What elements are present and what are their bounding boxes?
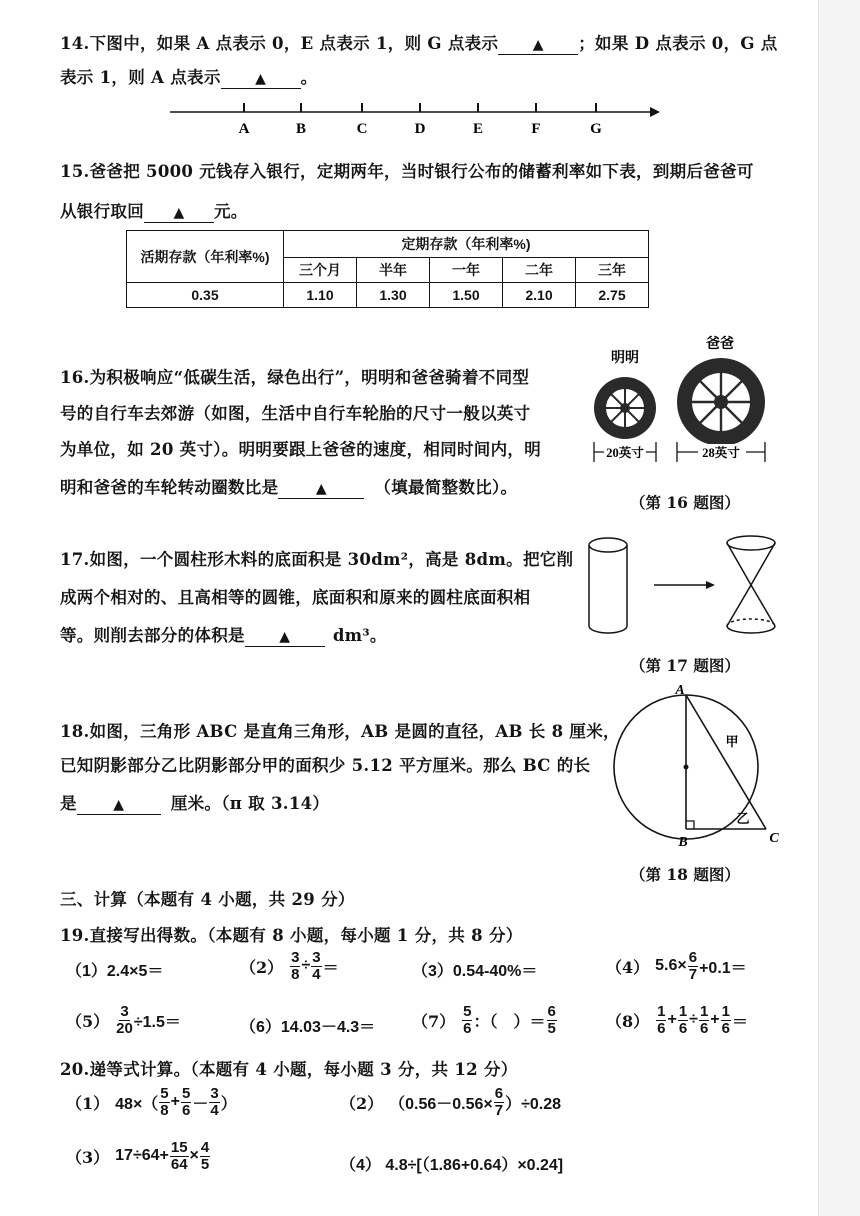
section-title: 三、计算（本题有 4 小题，共 29 分） bbox=[60, 890, 355, 909]
page-margin bbox=[818, 0, 860, 1216]
item-index: （2） bbox=[240, 957, 284, 977]
cylinder-cone-figure bbox=[584, 530, 804, 640]
point-label-a: A bbox=[238, 121, 250, 137]
q15-line2 bbox=[60, 198, 248, 223]
fraction bbox=[721, 1004, 731, 1037]
q15-text-a: 从银行取回 bbox=[60, 202, 144, 221]
item-index: （1） bbox=[66, 1093, 110, 1113]
number-line bbox=[160, 92, 680, 138]
numerator: 1 bbox=[657, 1003, 666, 1020]
q18-answer-blank[interactable]: ▲ bbox=[77, 796, 161, 815]
numerator: 5 bbox=[463, 1003, 472, 1020]
numerator: 6 bbox=[547, 1003, 556, 1020]
q19-exercise-6 bbox=[240, 1014, 375, 1037]
operator: － bbox=[192, 1095, 209, 1113]
numerator: 6 bbox=[688, 949, 698, 966]
q17-text-b: dm³。 bbox=[332, 626, 387, 645]
q18-text-b: 厘米。（π 取 3.14） bbox=[170, 794, 330, 813]
table-header-current: 活期存款（年利率%) bbox=[127, 231, 284, 283]
q19-e1: （1）2.4×5＝ bbox=[66, 963, 164, 980]
point-label-d: D bbox=[414, 121, 426, 137]
item-index: （4） bbox=[606, 957, 650, 977]
fraction bbox=[159, 1086, 169, 1119]
q20-exercise-2 bbox=[340, 1086, 561, 1119]
numerator: 5 bbox=[181, 1085, 191, 1102]
fraction bbox=[311, 950, 321, 983]
small-wheel-size: 20英寸 bbox=[606, 446, 644, 460]
table-subheader: 三个月 bbox=[284, 258, 357, 283]
q18-line3 bbox=[60, 790, 329, 815]
table-cell: 0.35 bbox=[127, 283, 284, 308]
q14-text-c: 表示 1，则 A 点表示 bbox=[60, 68, 221, 87]
denominator: 7 bbox=[494, 1101, 504, 1119]
fraction bbox=[209, 1086, 219, 1119]
item-index: （5） bbox=[66, 1011, 110, 1031]
expr-part: +0.1＝ bbox=[699, 959, 747, 977]
expr-part: 48×（ bbox=[115, 1095, 159, 1113]
denominator: 6 bbox=[657, 1019, 666, 1037]
point-label-c: C bbox=[356, 121, 368, 137]
numerator: 5 bbox=[160, 1085, 169, 1102]
operator: + bbox=[667, 1011, 677, 1029]
table-subheader: 半年 bbox=[357, 258, 430, 283]
q16-text-a: 明和爸爸的车轮转动圈数比是 bbox=[60, 478, 279, 497]
fraction bbox=[547, 1004, 557, 1037]
fraction bbox=[699, 1004, 709, 1037]
table-cell: 2.75 bbox=[576, 283, 649, 308]
table-cell: 2.10 bbox=[503, 283, 576, 308]
operator: + bbox=[710, 1011, 720, 1029]
q19-exercise-7 bbox=[412, 1004, 558, 1037]
fraction bbox=[462, 1004, 472, 1037]
point-label-f: F bbox=[531, 121, 541, 137]
operator: ÷ bbox=[301, 957, 311, 975]
denominator: 7 bbox=[688, 965, 698, 983]
fraction bbox=[494, 1086, 504, 1119]
denominator: 6 bbox=[678, 1019, 688, 1037]
expr-part: ）÷0.28 bbox=[505, 1095, 562, 1113]
double-cone-icon bbox=[727, 536, 775, 633]
q14-answer-blank-1[interactable]: ▲ bbox=[498, 36, 578, 55]
item-index: （3） bbox=[66, 1147, 110, 1167]
expr-part: ） bbox=[220, 1095, 237, 1113]
q17-text-a: 等。则削去部分的体积是 bbox=[60, 626, 245, 645]
expr-part: ：（ ）＝ bbox=[473, 1013, 546, 1031]
region-yi-label: 乙 bbox=[736, 811, 750, 826]
q14-text-d: 。 bbox=[300, 68, 318, 87]
numerator: 1 bbox=[699, 1003, 709, 1020]
denominator: 64 bbox=[170, 1155, 188, 1173]
large-wheel-size: 28英寸 bbox=[702, 446, 740, 460]
item-index: （2） bbox=[340, 1093, 384, 1113]
small-wheel-icon bbox=[594, 377, 656, 439]
q16-line3: 为单位，如 20 英寸）。明明要跟上爸爸的速度，相同时间内，明 bbox=[60, 440, 541, 459]
denominator: 6 bbox=[181, 1101, 191, 1119]
q18-line2: 已知阴影部分乙比阴影部分甲的面积少 5.12 平方厘米。那么 BC 的长 bbox=[60, 756, 591, 775]
numerator: 15 bbox=[170, 1139, 188, 1156]
q20-title: 20.递等式计算。（本题有 4 小题，每小题 3 分，共 12 分） bbox=[60, 1060, 518, 1079]
q19-title: 19.直接写出得数。（本题有 8 小题，每小题 1 分，共 8 分） bbox=[60, 926, 523, 945]
q14-line1 bbox=[60, 30, 778, 55]
denominator: 4 bbox=[210, 1101, 219, 1119]
denominator: 5 bbox=[547, 1019, 556, 1037]
q16-line4 bbox=[60, 474, 517, 499]
denominator: 8 bbox=[291, 965, 300, 983]
fraction bbox=[181, 1086, 191, 1119]
numerator: 6 bbox=[494, 1085, 504, 1102]
fraction bbox=[200, 1140, 210, 1173]
expr-part: （0.56－0.56× bbox=[389, 1095, 493, 1113]
point-label-e: E bbox=[472, 121, 484, 137]
q14-answer-blank-2[interactable]: ▲ bbox=[221, 70, 301, 89]
q20-e4: （4） 4.8÷[（1.86+0.64）×0.24] bbox=[340, 1157, 564, 1174]
q17-line1: 17.如图，一个圆柱形木料的底面积是 30dm²，高是 8dm。把它削 bbox=[60, 550, 574, 569]
q18-caption: （第 18 题图） bbox=[630, 865, 740, 884]
q20-exercise-1 bbox=[66, 1086, 237, 1119]
circle-triangle-figure bbox=[610, 682, 800, 852]
table-cell: 1.30 bbox=[357, 283, 430, 308]
q14-text-b: ；如果 D 点表示 0，G 点 bbox=[578, 34, 778, 53]
q19-exercise-4 bbox=[606, 950, 747, 983]
mingming-label: 明明 bbox=[611, 351, 639, 366]
q19-e3: （3）0.54-40%＝ bbox=[412, 963, 538, 980]
numerator: 3 bbox=[210, 1085, 219, 1102]
denominator: 6 bbox=[463, 1019, 472, 1037]
q16-text-b: （填最简整数比）。 bbox=[374, 478, 518, 497]
arrow-right-icon bbox=[706, 581, 715, 589]
q20-exercise-4 bbox=[340, 1152, 563, 1175]
q15-answer-blank[interactable]: ▲ bbox=[144, 204, 214, 223]
operator: ÷ bbox=[689, 1011, 698, 1029]
fraction bbox=[116, 1004, 133, 1037]
q19-e6: （6）14.03－4.3＝ bbox=[240, 1019, 376, 1036]
baba-label: 爸爸 bbox=[706, 337, 734, 352]
denominator: 4 bbox=[312, 965, 321, 983]
q16-answer-blank[interactable]: ▲ bbox=[278, 480, 364, 499]
q20-exercise-3 bbox=[66, 1140, 211, 1173]
denominator: 20 bbox=[116, 1019, 133, 1037]
operator: × bbox=[189, 1147, 199, 1165]
arrow-right-icon bbox=[650, 107, 660, 117]
numerator: 1 bbox=[678, 1003, 688, 1020]
numerator: 3 bbox=[312, 949, 321, 966]
expr-part: ÷1.5＝ bbox=[133, 1013, 181, 1031]
q19-exercise-3 bbox=[412, 958, 537, 981]
q17-line2: 成两个相对的、且高相等的圆锥，底面积和原来的圆柱底面积相 bbox=[60, 588, 531, 607]
q16-line1: 16.为积极响应“低碳生活，绿色出行”，明明和爸爸骑着不同型 bbox=[60, 368, 530, 387]
table-cell: 1.10 bbox=[284, 283, 357, 308]
cylinder-icon bbox=[589, 538, 627, 633]
numerator: 3 bbox=[120, 1003, 129, 1020]
table-header-fixed: 定期存款（年利率%) bbox=[284, 231, 649, 258]
item-index: （7） bbox=[412, 1011, 456, 1031]
fraction bbox=[170, 1140, 189, 1173]
q15-line1: 15.爸爸把 5000 元钱存入银行，定期两年，当时银行公布的储蓄利率如下表，到期后爸爸可 bbox=[60, 162, 754, 181]
table-subheader: 二年 bbox=[503, 258, 576, 283]
q14-text-a: 14.下图中，如果 A 点表示 0，E 点表示 1，则 G 点表示 bbox=[60, 34, 499, 53]
fraction bbox=[656, 1004, 666, 1037]
denominator: 8 bbox=[160, 1101, 169, 1119]
fraction bbox=[688, 950, 698, 983]
numerator: 3 bbox=[291, 949, 300, 966]
q19-exercise-8 bbox=[606, 1004, 748, 1037]
vertex-c-label: C bbox=[769, 831, 779, 846]
table-subheader: 三年 bbox=[576, 258, 649, 283]
fraction bbox=[678, 1004, 688, 1037]
q14-line2 bbox=[60, 64, 317, 89]
large-wheel-icon bbox=[677, 358, 765, 446]
q17-line3 bbox=[60, 622, 387, 647]
expr-part: 17÷64+ bbox=[115, 1147, 169, 1165]
point-label-b: B bbox=[295, 121, 307, 137]
item-index: （8） bbox=[606, 1011, 650, 1031]
q18-line1: 18.如图，三角形 ABC 是直角三角形，AB 是圆的直径，AB 长 8 厘米， bbox=[60, 722, 620, 741]
numerator: 4 bbox=[200, 1139, 210, 1156]
q19-exercise-2 bbox=[240, 950, 339, 983]
equals: ＝ bbox=[322, 959, 339, 977]
expr-part: 5.6× bbox=[655, 957, 687, 975]
point-label-g: G bbox=[590, 121, 602, 137]
vertex-a-label: A bbox=[675, 683, 685, 698]
q16-caption: （第 16 题图） bbox=[630, 493, 740, 512]
bicycle-wheels-figure bbox=[590, 330, 790, 470]
region-jia-label: 甲 bbox=[725, 734, 739, 749]
q19-exercise-1 bbox=[66, 958, 163, 981]
table-subheader: 一年 bbox=[430, 258, 503, 283]
table-cell: 1.50 bbox=[430, 283, 503, 308]
vertex-b-label: B bbox=[678, 835, 688, 850]
q18-text-a: 是 bbox=[60, 794, 77, 813]
q17-answer-blank[interactable]: ▲ bbox=[245, 628, 325, 647]
numerator: 1 bbox=[721, 1003, 730, 1020]
q16-line2: 号的自行车去郊游（如图，生活中自行车轮胎的尺寸一般以英寸 bbox=[60, 404, 531, 423]
denominator: 5 bbox=[200, 1155, 210, 1173]
denominator: 6 bbox=[699, 1019, 709, 1037]
interest-rate-table bbox=[126, 230, 649, 308]
q19-exercise-5 bbox=[66, 1004, 181, 1037]
denominator: 6 bbox=[721, 1019, 730, 1037]
operator: + bbox=[170, 1093, 180, 1111]
q15-text-b: 元。 bbox=[214, 202, 248, 221]
fraction bbox=[290, 950, 300, 983]
equals: ＝ bbox=[731, 1013, 748, 1031]
q17-caption: （第 17 题图） bbox=[630, 656, 740, 675]
